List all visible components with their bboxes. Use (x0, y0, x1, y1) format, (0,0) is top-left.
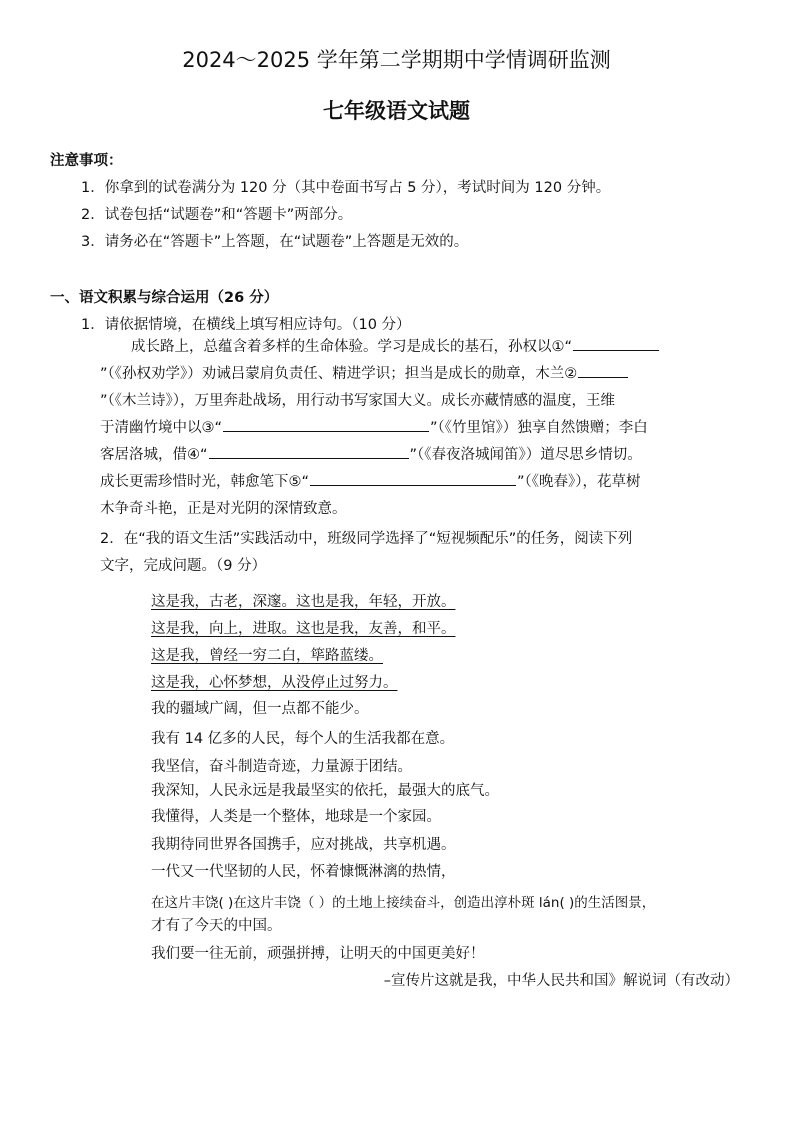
q1-text: ”（《竹里馆》）独享自然馈赠；李白 (430, 420, 648, 436)
q1-text: ”（《孙权劝学》）劝诫吕蒙肩负责任、精进学识；担当是成长的勋章，木兰② (100, 366, 578, 382)
passage-line: 我们要一往无前，顽强拼搏，让明天的中国更美好！ (151, 946, 485, 962)
section-1-heading: 一、语文积累与综合运用（26 分） (50, 290, 279, 306)
passage-line: 我的疆域广阔，但一点都不能少。 (151, 701, 369, 717)
question-2-stem-line-2: 文字，完成问题。（9 分） (100, 558, 267, 574)
answer-blank-3[interactable] (223, 416, 429, 432)
question-1-line-4 (100, 416, 648, 437)
passage-line: 我懂得，人类是一个整体，地球是一个家园。 (151, 809, 441, 825)
passage-line: 这是我，向上，进取。这也是我，友善，和平。 (151, 621, 456, 637)
q1-text: 成长路上，总蕴含着多样的生命体验。学习是成长的基石，孙权以①“ (131, 339, 573, 355)
note-item-2: 2．试卷包括“试题卷”和“答题卡”两部分。 (81, 207, 353, 223)
passage-source: –宣传片这就是我，中华人民共和国》解说词（有改动） (383, 973, 739, 989)
passage-line: 一代又一代坚韧的人民，怀着慷慨淋漓的热情， (151, 864, 456, 880)
question-2-stem-line-1: 2．在“我的语文生活”实践活动中，班级同学选择了“短视频配乐”的任务，阅读下列 (100, 531, 633, 547)
note-item-3: 3．请务必在“答题卡”上答题，在“试题卷”上答题是无效的。 (81, 234, 469, 250)
passage-line: 这是我，曾经一穷二白，筚路蓝缕。 (151, 648, 383, 664)
passage-line: 这是我，古老，深邃。这也是我，年轻，开放。 (151, 594, 456, 610)
passage-line: 我深知，人民永远是我最坚实的依托，最强大的底气。 (151, 783, 499, 799)
answer-blank-1[interactable] (573, 335, 659, 351)
answer-blank-2[interactable] (578, 362, 628, 378)
exam-subtitle: 七年级语文试题 (323, 99, 470, 123)
question-1-line-2 (100, 362, 629, 383)
q1-text: ”（《晚春》），花草树 (517, 474, 641, 490)
question-1-line-5 (100, 443, 642, 464)
question-1-stem: 1．请依据情境，在横线上填写相应诗句。（10 分） (81, 317, 411, 333)
exam-title: 2024～2025 学年第二学期期中学情调研监测 (182, 48, 611, 72)
answer-blank-5[interactable] (310, 470, 516, 486)
q1-text: 客居洛城，借④“ (100, 447, 208, 463)
question-1-line-6 (100, 470, 641, 491)
question-1-line-7: 木争奇斗艳，正是对光阴的深情致意。 (100, 501, 347, 517)
question-1-line-3: ”（《木兰诗》），万里奔赴战场，用行动书写家国大义。成长亦藏情感的温度，王维 (100, 393, 616, 409)
passage-line: 这是我，心怀梦想，从没停止过努力。 (151, 675, 398, 691)
answer-blank-4[interactable] (209, 443, 409, 459)
passage-line-with-blanks: 在这片丰饶( )在这片丰饶（ ）的土地上接续奋斗，创造出淳朴斑 lán( )的生活图景， (151, 895, 656, 911)
notes-heading: 注意事项： (50, 153, 123, 169)
passage-line: 才有了今天的中国。 (151, 918, 282, 934)
q1-text: 于清幽竹境中以③“ (100, 420, 223, 436)
q1-text: 成长更需珍惜时光，韩愈笔下⑤“ (100, 474, 310, 490)
passage-line: 我有 14 亿多的人民，每个人的生活我都在意。 (151, 731, 455, 747)
question-1-line-1 (131, 335, 660, 356)
note-item-1: 1．你拿到的试卷满分为 120 分（其中卷面书写占 5 分），考试时间为 120 分钟。 (81, 180, 611, 196)
q1-text: ”（《春夜洛城闻笛》）道尽思乡情切。 (409, 447, 642, 463)
passage-line: 我期待同世界各国携手，应对挑战，共享机遇。 (151, 837, 456, 853)
passage-line: 我坚信，奋斗制造奇迹，力量源于团结。 (151, 759, 412, 775)
